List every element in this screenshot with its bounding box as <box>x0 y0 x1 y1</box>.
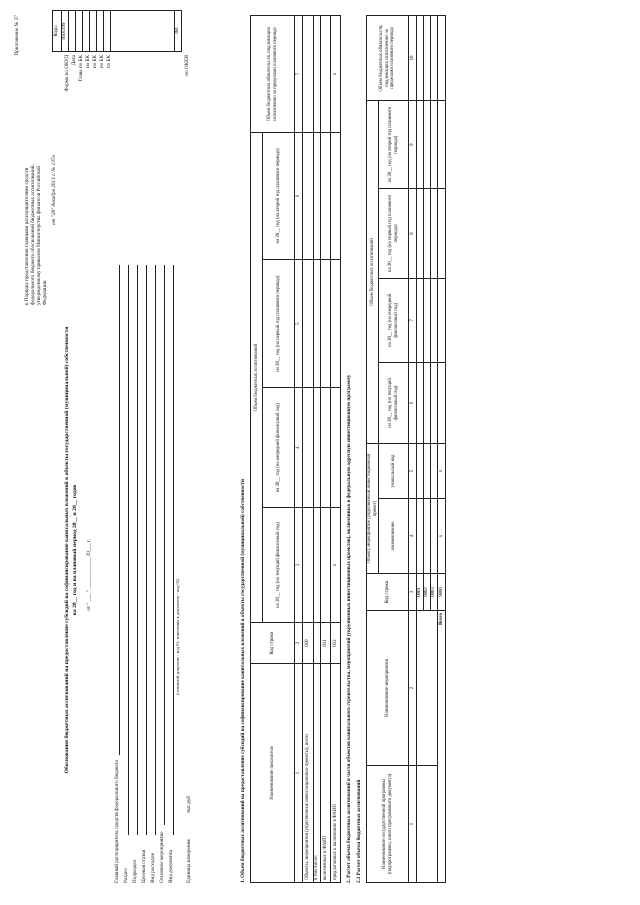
appendix-line-4: Федерации <box>42 280 48 305</box>
document-title: Обоснования бюджетных ассигнований на предоставление субсидий на софинансирование капитальных вложений в объекты государственной (муниципальной) собственности <box>64 326 70 774</box>
code-label-glava: Глава по БК <box>78 55 84 82</box>
table-cell: x <box>438 499 446 574</box>
table-cell <box>314 133 321 260</box>
section1-table <box>250 15 341 883</box>
code-label-bk-4: по БК <box>106 55 112 69</box>
s1-h-y4: на 20__ год (на второй год планового периода) <box>263 133 295 260</box>
s1-num: 2 <box>295 623 303 664</box>
s2-h-event: Наименование мероприятия <box>367 611 409 766</box>
field-section: Раздел <box>123 868 129 883</box>
table-cell <box>303 133 314 260</box>
section2-title: 2. Расчет объема бюджетных ассигнований в части объектов капитального строительства, мероприятий (укрупненных инвестиционных проектов), включенных в федеральную адресную инвестиционную программу <box>346 374 352 883</box>
table-cell <box>417 189 424 278</box>
table-cell <box>424 499 431 574</box>
s1-h-code: Код строки <box>251 623 295 664</box>
field-target-article: Целевая статья <box>141 849 147 883</box>
codes-header: Коды <box>53 11 62 52</box>
table-cell <box>303 259 314 387</box>
table-cell <box>303 16 314 133</box>
table-cell <box>314 507 321 622</box>
table-cell <box>417 101 424 189</box>
table-row <box>331 16 341 883</box>
s1-h-name: Наименование показателя <box>251 664 295 883</box>
s1-h-after: Объем бюджетных обязательств, подлежащих исполнению за пределами планового периода <box>251 16 295 133</box>
units-label: Единица измерения <box>186 839 192 883</box>
doc-type-hint: (основной документ - код 01; изменения к документу - код 02) <box>175 578 180 695</box>
units-value: тыс.руб <box>186 795 192 813</box>
section1-title: 1. Объем бюджетных ассигнований на предоставление субсидий на софинансирование капитальных вложений в объекты государственной (муниципальной) собственности <box>240 479 246 883</box>
table-cell <box>424 278 431 362</box>
table-cell <box>431 362 438 443</box>
s2-row-code: 0001 <box>417 574 424 611</box>
table-cell <box>431 189 438 278</box>
table-cell <box>321 16 331 133</box>
table-cell <box>438 189 446 278</box>
table-row <box>314 16 321 883</box>
s2-h-y3: на 20__ год (на первый год планового периода) <box>379 189 409 278</box>
table-cell <box>331 259 341 387</box>
s2-num: 4 <box>409 499 417 574</box>
s1-num: 7 <box>295 16 303 133</box>
table-cell <box>431 16 438 101</box>
s1-row-name: в том числе: <box>314 664 321 883</box>
s1-num: 1 <box>295 664 303 883</box>
s1-row-code: 010 <box>303 623 314 664</box>
code-label-bk-3: по БК <box>99 55 105 69</box>
codes-table <box>52 10 182 52</box>
table-cell <box>417 499 424 574</box>
table-cell <box>431 101 438 189</box>
s2-h-code: Код строки <box>367 574 409 611</box>
appendix-line-1: к Порядку представления главными распорядителями средств <box>24 167 30 305</box>
code-date <box>69 11 76 52</box>
section2-table <box>366 15 446 883</box>
table-cell <box>321 507 331 622</box>
appendix-number: Приложение № 37 <box>14 15 20 56</box>
s2-num: 2 <box>409 611 417 766</box>
table-cell <box>431 499 438 574</box>
code-label-bk-2: по БК <box>92 55 98 69</box>
table-cell <box>424 101 431 189</box>
table-cell <box>417 278 424 362</box>
code-bk-1 <box>83 11 90 52</box>
code-okei: 384 <box>175 11 182 52</box>
s2-h-y2: на 20__ год (на очередной финансовый год) <box>379 278 409 362</box>
table-cell <box>331 133 341 260</box>
table-cell <box>417 766 438 883</box>
table-row <box>303 16 314 883</box>
s2-num: 10 <box>409 16 417 101</box>
table-cell <box>438 16 446 101</box>
code-empty <box>111 11 175 52</box>
document-subtitle: на 20__ год и на плановый период 20__ и 20__ годов <box>72 484 78 616</box>
table-cell <box>424 362 431 443</box>
appendix-date: от "28" декабря 2013 г. № 137н <box>51 155 57 225</box>
s1-h-volume: Объем бюджетных ассигнований <box>251 133 263 623</box>
code-label-bk-1: по БК <box>85 55 91 69</box>
table-cell <box>314 388 321 508</box>
code-bk-3 <box>97 11 104 52</box>
table-cell <box>303 388 314 508</box>
s1-row-name: включенных в ФАИП <box>321 664 331 883</box>
table-cell <box>431 278 438 362</box>
s2-row-code: 0003 <box>431 574 438 611</box>
s2-h-volume: Объем бюджетных ассигнований <box>367 101 379 444</box>
s1-num: 3 <box>295 507 303 622</box>
s2-num: 3 <box>409 574 417 611</box>
table-row-total <box>438 16 446 883</box>
table-cell <box>424 444 431 499</box>
s1-h-y3: на 20__ год (на первый год планового периода) <box>263 259 295 387</box>
table-row <box>321 16 331 883</box>
s2-total-label: Всего <box>438 611 446 883</box>
s2-h-after: Объем бюджетных обязательств, подлежащих исполнению за пределами планового периода <box>367 16 409 101</box>
field-subsection: Подраздел <box>132 859 138 883</box>
field-expense-type: Вид расходов <box>150 853 156 883</box>
s2-num: 1 <box>409 766 417 883</box>
s2-num: 9 <box>409 101 417 189</box>
table-cell <box>438 101 446 189</box>
code-label-okei: по ОКЕИ <box>184 55 190 76</box>
table-cell <box>424 189 431 278</box>
s2-h-object: Объект, мероприятие (укрупненный инвестиционный проект) <box>367 444 379 574</box>
table-cell <box>321 388 331 508</box>
s2-h-program: Наименование государственной программы (подпрограммы, иного программного документа) <box>367 766 409 883</box>
s2-h-y1: на 20__ год (на текущий финансовый год) <box>379 362 409 443</box>
s2-h-obj-code: уникальный код <box>379 444 409 499</box>
table-cell <box>438 278 446 362</box>
code-glava <box>76 11 83 52</box>
appendix-line-2: федерального бюджета обоснований бюджетных ассигнований, <box>30 164 36 305</box>
code-label-date: Дата <box>71 55 77 66</box>
table-cell <box>303 507 314 622</box>
s1-num: 6 <box>295 133 303 260</box>
s1-row-name: предлагаемых к включению в ФАИП <box>331 664 341 883</box>
table-cell <box>417 444 424 499</box>
table-row <box>417 16 424 883</box>
s1-row-name: Объекты, мероприятия (укрупненные инвестиционные проекты), всего <box>303 664 314 883</box>
field-main-manager: Главный распорядитель средств федерального бюджета <box>114 759 120 883</box>
s1-num: 5 <box>295 259 303 387</box>
table-cell <box>424 16 431 101</box>
code-okud: 0505199 <box>62 11 69 52</box>
section2-subtitle: 2.1 Расчет объема бюджетных ассигнований <box>356 779 362 883</box>
table-cell: x <box>438 444 446 499</box>
table-cell <box>417 362 424 443</box>
document-date: от " ___ " ____________ 20___ г. <box>86 539 92 611</box>
s2-h-y4: на 20__ год (на второй год планового периода) <box>379 101 409 189</box>
table-cell <box>321 259 331 387</box>
field-doc-type: Вид документа <box>168 849 174 883</box>
table-cell <box>417 16 424 101</box>
s2-num: 8 <box>409 189 417 278</box>
code-bk-2 <box>90 11 97 52</box>
s1-num: 4 <box>295 388 303 508</box>
s1-row-code: 012 <box>331 623 341 664</box>
table-cell <box>417 611 438 766</box>
s1-row-code <box>314 623 321 664</box>
s2-h-obj-name: наименование <box>379 499 409 574</box>
s1-h-y1: на 20__ год (на текущий финансовый год) <box>263 507 295 622</box>
table-cell <box>314 259 321 387</box>
s1-h-y2: на 20__ год (на очередной финансовый год) <box>263 388 295 508</box>
s2-total-code: 9000 <box>438 574 446 611</box>
field-main-event: Основное мероприятие <box>159 831 165 883</box>
table-cell <box>438 362 446 443</box>
s2-num: 7 <box>409 278 417 362</box>
table-cell: x <box>331 507 341 622</box>
code-label-okud: Форма по ОКУД <box>64 55 70 92</box>
s2-num: 5 <box>409 444 417 499</box>
s2-num: 6 <box>409 362 417 443</box>
table-cell <box>431 444 438 499</box>
s2-row-code: 0002 <box>424 574 431 611</box>
table-cell <box>331 388 341 508</box>
appendix-line-3: утвержденному приказом Министерства финансов Российской <box>36 165 42 305</box>
table-cell <box>314 16 321 133</box>
s1-row-code: 011 <box>321 623 331 664</box>
table-cell: x <box>331 16 341 133</box>
code-bk-4 <box>104 11 111 52</box>
table-cell <box>321 133 331 260</box>
